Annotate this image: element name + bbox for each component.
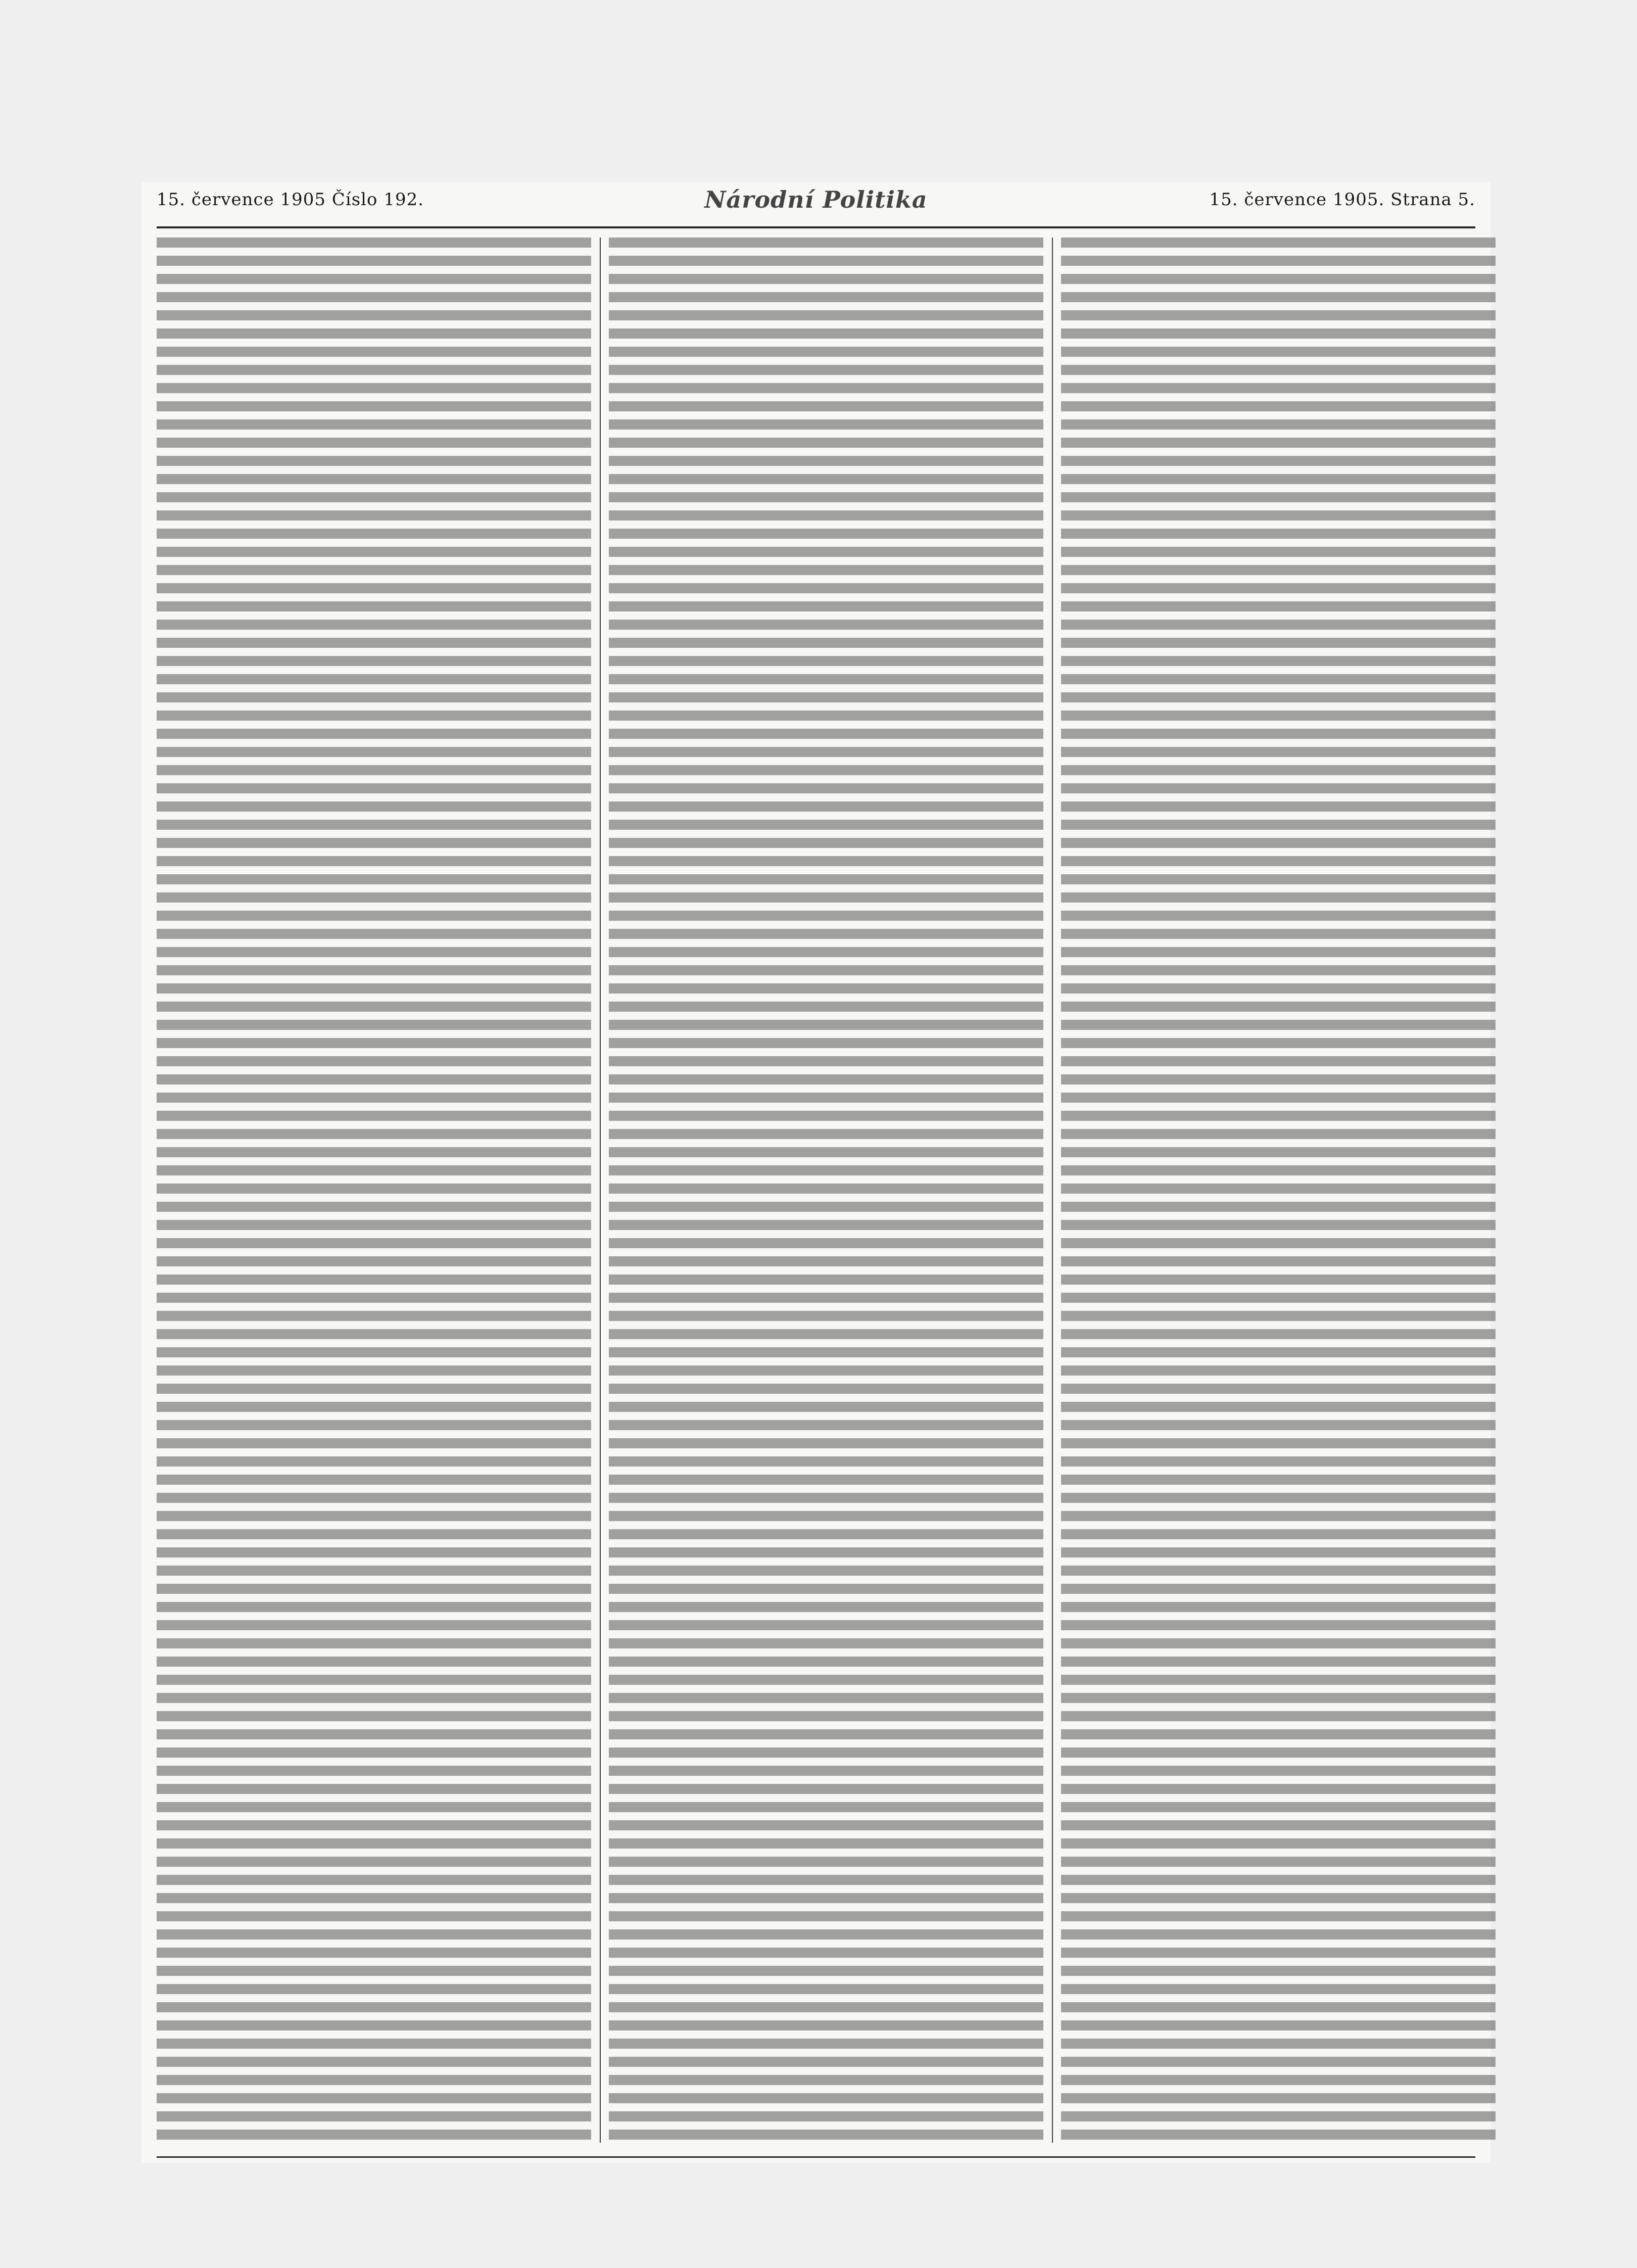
header-rule [157,226,1475,228]
text-column-1 [157,238,591,2143]
text-column-3 [1061,238,1496,2143]
column-divider [600,238,601,2143]
masthead-title: Národní Politika [704,186,928,213]
article-columns [157,238,1475,2143]
text-column-2 [609,238,1043,2143]
newspaper-page [141,182,1490,2163]
running-header [141,182,1490,217]
header-date-issue: 15. července 1905 Číslo 192. [157,190,424,210]
column-divider [1052,238,1053,2143]
footer-rule [157,2156,1475,2158]
header-date-page: 15. července 1905. Strana 5. [1209,190,1475,210]
